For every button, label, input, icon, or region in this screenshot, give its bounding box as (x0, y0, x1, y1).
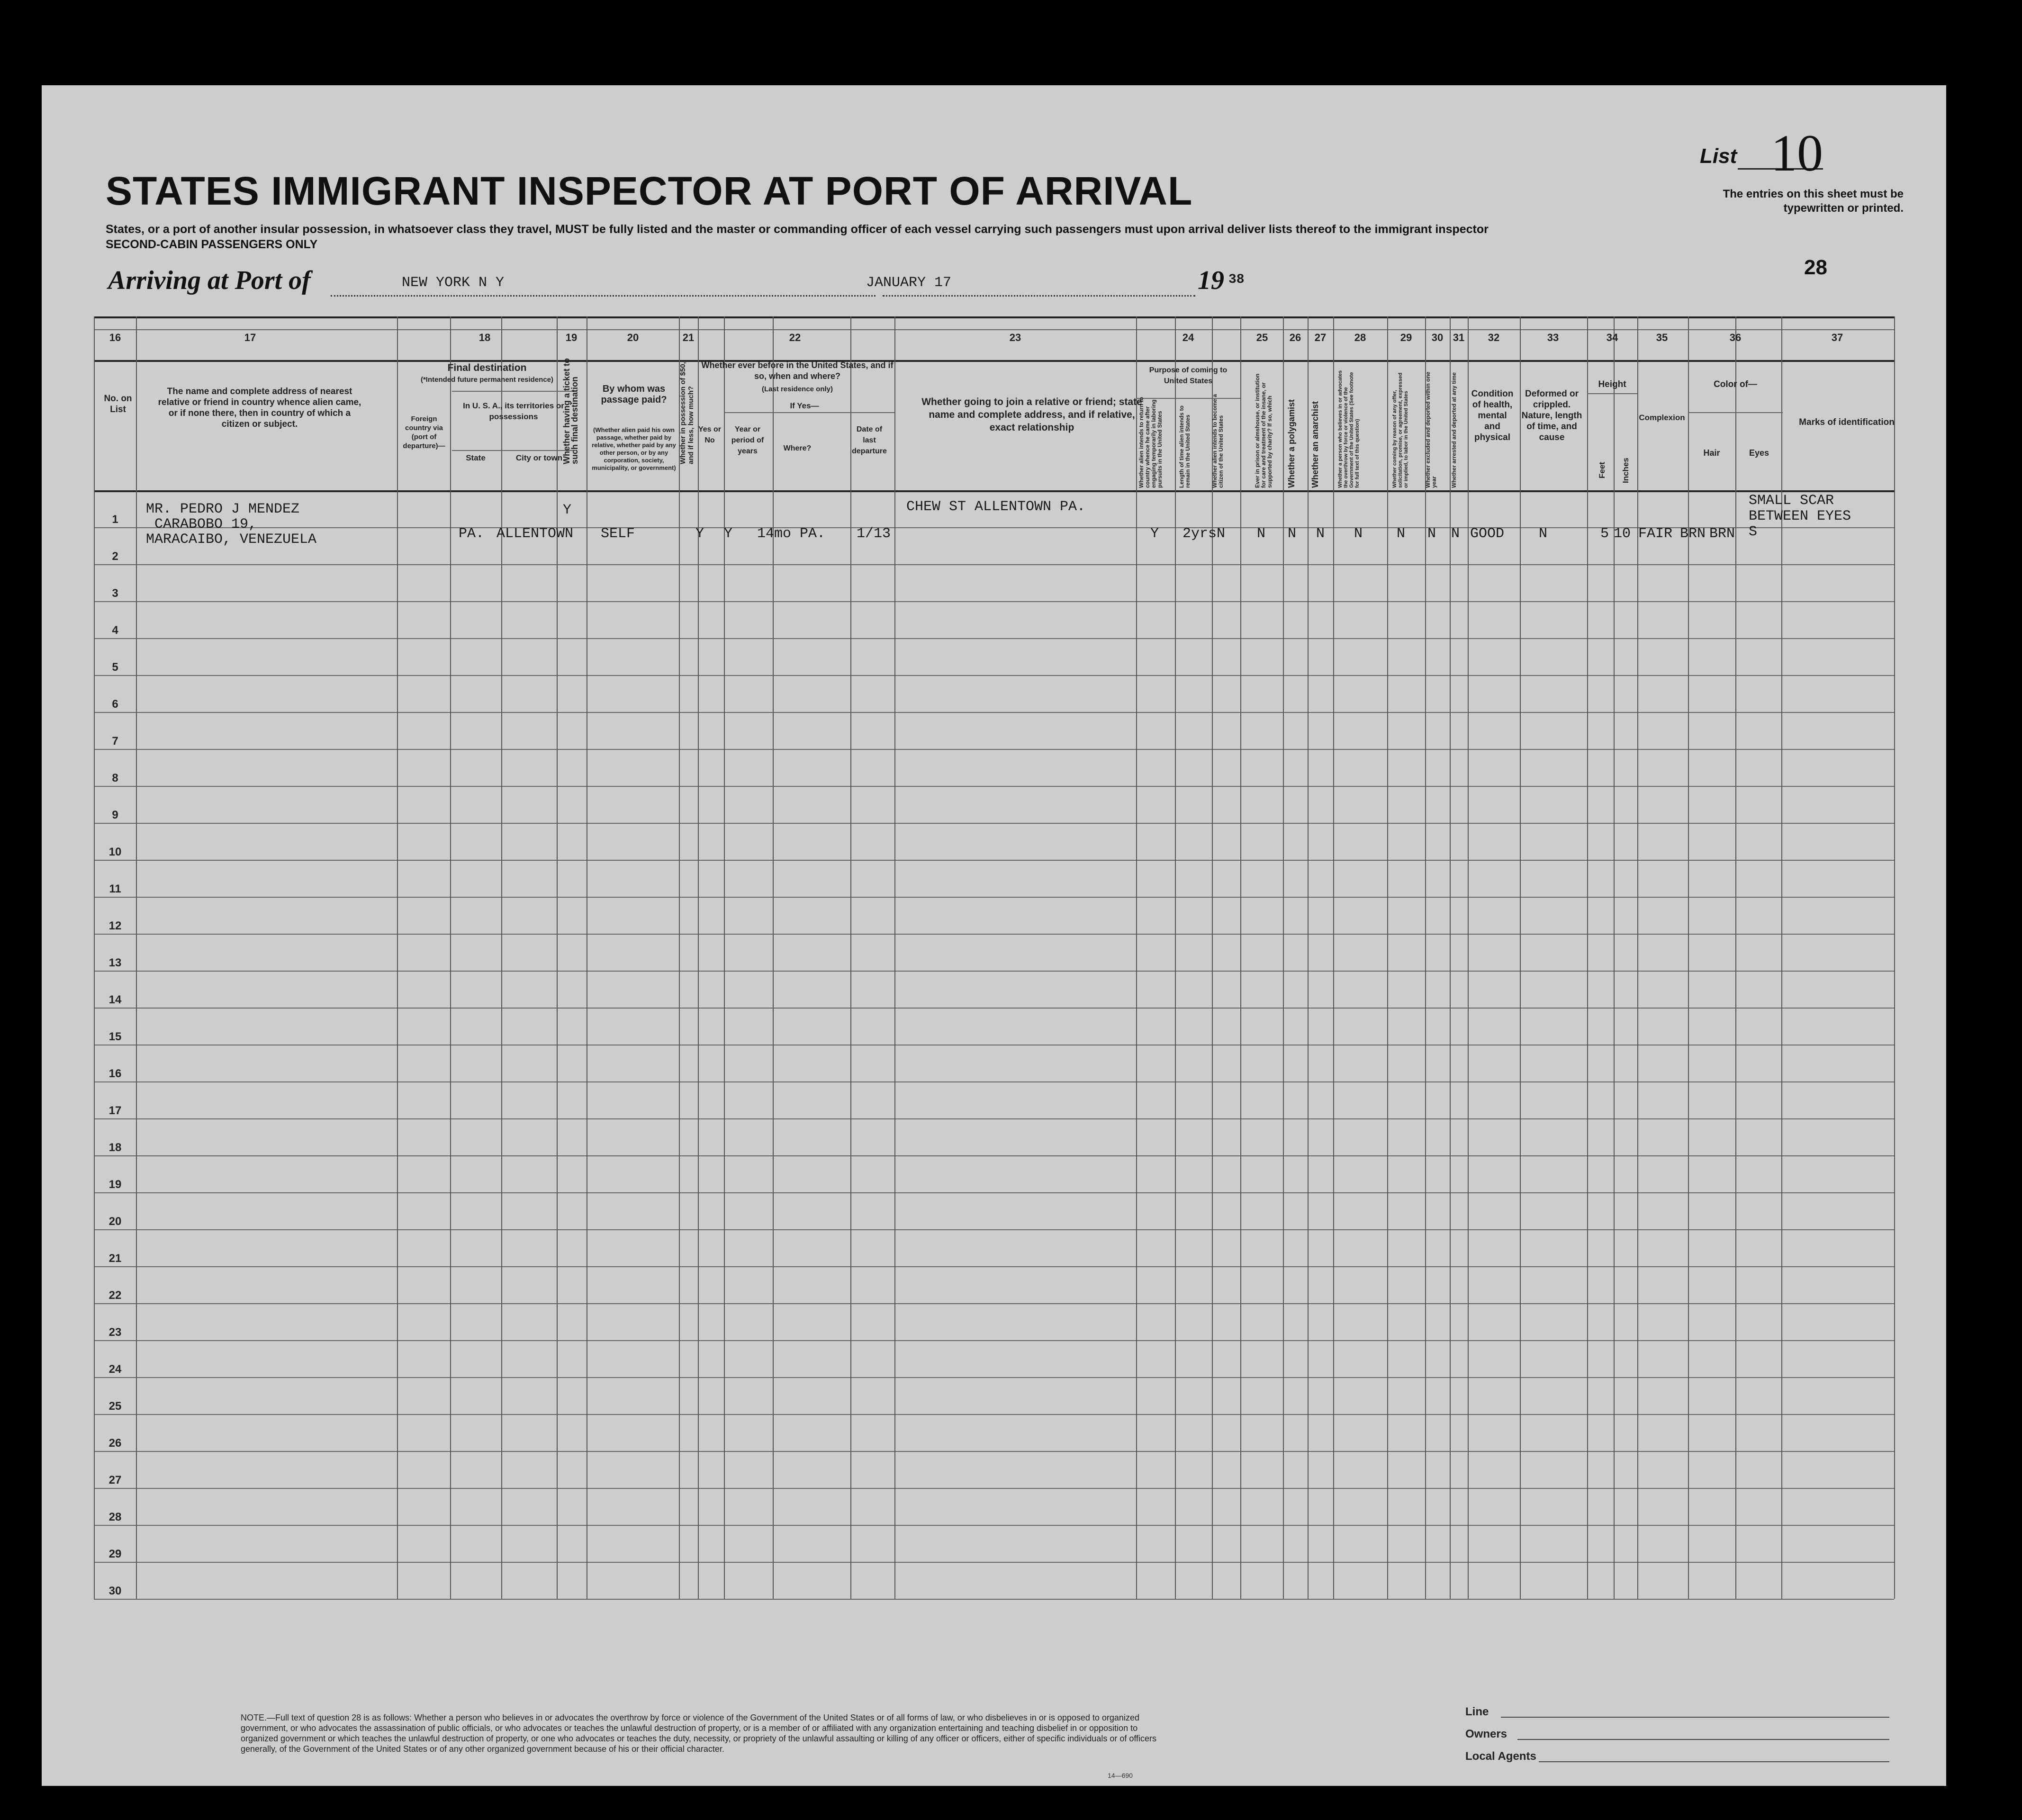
grid-rule (94, 1155, 1894, 1156)
entry-where: PA. (800, 526, 826, 542)
row-number: 8 (112, 772, 118, 784)
entry-state: PA. (459, 526, 485, 542)
header-c22-ifyes: If Yes— (790, 401, 819, 410)
grid-rule (773, 316, 774, 1599)
row-number: 14 (108, 993, 122, 1006)
entry-citizen: N (1217, 526, 1226, 542)
entry-marks-line2: BETWEEN EYES (1749, 508, 1851, 524)
manifest-sheet (42, 85, 1946, 1786)
column-number: 18 (478, 332, 491, 343)
grid-rule (452, 391, 577, 392)
column-number: 27 (1314, 332, 1327, 343)
row-number: 9 (112, 809, 118, 821)
footer-line-blank (1501, 1717, 1889, 1718)
grid-rule (94, 490, 1894, 492)
grid-rule (94, 786, 1894, 787)
year-prefix: 19 (1198, 266, 1224, 295)
grid-rule (1175, 316, 1176, 1599)
column-number: 16 (109, 332, 121, 343)
page-title: STATES IMMIGRANT INSPECTOR AT PORT OF ARRIVAL (106, 169, 1193, 213)
grid-rule (94, 971, 1894, 972)
grid-rule (94, 1303, 1894, 1304)
column-number: 33 (1547, 332, 1559, 343)
column-number: 35 (1656, 332, 1668, 343)
grid-rule (94, 1414, 1894, 1415)
grid-rule (450, 316, 451, 1599)
grid-rule (94, 1562, 1894, 1563)
row-number: 6 (112, 698, 118, 711)
header-c18-usa: In U. S. A., its territories or possessions (463, 401, 564, 421)
row-number: 12 (108, 919, 122, 932)
grid-rule (1387, 316, 1388, 1599)
column-number: 20 (627, 332, 639, 343)
grid-rule (94, 1008, 1894, 1009)
row-number: 24 (108, 1363, 122, 1376)
entry-joining: CHEW ST ALLENTOWN PA. (906, 499, 1086, 515)
column-number: 28 (1354, 332, 1366, 343)
footer-line-label: Line (1465, 1705, 1489, 1718)
entry-q29: N (1397, 526, 1406, 542)
header-c22-yesno: Yes or No (698, 425, 722, 444)
row-number: 19 (108, 1178, 122, 1191)
entry-passage: SELF (601, 526, 635, 542)
grid-rule (94, 316, 1894, 318)
header-c24-title: Purpose of coming to United States (1149, 366, 1228, 385)
column-number: 24 (1182, 332, 1194, 343)
header-c36-eyes: Eyes (1749, 448, 1769, 458)
grid-rule (94, 1488, 1894, 1489)
grid-rule (1614, 316, 1615, 1599)
header-c34-title: Height (1598, 379, 1626, 389)
header-c24-a: Whether alien intends to return to country whence he came after engaging temporarily in laboring pursuits in the United States (1138, 396, 1163, 488)
grid-rule (94, 823, 1894, 824)
row-number: 15 (108, 1030, 122, 1043)
row-number: 10 (108, 846, 122, 858)
entry-polygamist: N (1288, 526, 1297, 542)
port-underline (331, 295, 876, 297)
grid-rule (94, 1525, 1894, 1526)
grid-rule (94, 1266, 1894, 1267)
header-c34-feet: Feet (1598, 462, 1607, 478)
entry-q31: N (1451, 526, 1460, 542)
grid-rule (94, 1599, 1894, 1600)
header-c22-period: Year or period of years (731, 425, 764, 455)
header-c22-title: Whether ever before in the United States, and if so, when and where? (701, 360, 894, 381)
grid-rule (679, 316, 680, 1599)
column-number: 22 (789, 332, 801, 343)
entry-prison: N (1257, 526, 1266, 542)
grid-rule (1333, 316, 1334, 1599)
grid-rule (894, 316, 895, 1599)
row-number: 27 (108, 1474, 122, 1487)
grid-rule (1688, 316, 1689, 1599)
entry-health: GOOD (1470, 526, 1505, 542)
header-c33: Deformed or crippled. Nature, length of time, and cause (1521, 389, 1582, 442)
header-no-on-list: No. on List (104, 394, 132, 414)
grid-rule (94, 360, 1894, 362)
column-number: 32 (1488, 332, 1500, 343)
entry-ticket: Y (563, 502, 572, 518)
grid-rule (136, 316, 137, 1599)
entry-before: Y (724, 526, 733, 542)
entry-length: 2yrs (1183, 526, 1217, 542)
entries-note: The entries on this sheet must be typewritten or printed. (1723, 188, 1904, 215)
grid-rule (1587, 316, 1588, 1599)
footer-agents-label: Local Agents (1465, 1750, 1536, 1763)
footer-owners-label: Owners (1465, 1728, 1507, 1740)
date-underline (883, 295, 1195, 297)
grid-rule (1468, 316, 1469, 1599)
entry-feet: 5 (1600, 526, 1609, 542)
grid-rule (1308, 316, 1309, 1599)
column-number: 30 (1431, 332, 1444, 343)
grid-rule (698, 316, 699, 1599)
column-number: 37 (1831, 332, 1843, 343)
grid-rule (1894, 316, 1895, 1599)
header-c29: Whether coming by reason of any offer, solicitation, promise, or agreement, expressed or implied, to labor in the United States (1392, 372, 1409, 488)
arriving-label: Arriving at Port of (108, 266, 311, 295)
grid-rule (94, 1192, 1894, 1193)
entry-money: Y (695, 526, 704, 542)
header-c28: Whether a person who believes in or advocates the overthrow by force or violence of the Government of the United States (See footnote for full text of this question) (1337, 370, 1360, 488)
grid-rule (1212, 316, 1213, 1599)
row-number: 29 (108, 1548, 122, 1560)
header-c18-note: (*Intended future permanent residence) (420, 376, 554, 384)
row-number: 17 (108, 1104, 122, 1117)
row-number: 21 (108, 1252, 122, 1265)
header-c21: Whether in possession of $50, and if less, how much? (679, 362, 695, 464)
grid-rule (850, 316, 851, 1599)
grid-rule (1735, 316, 1736, 1599)
header-c20-title: By whom was passage paid? (601, 384, 667, 405)
header-c24-c: Whether alien intends to become a citizen of the United States (1211, 394, 1224, 488)
column-number: 31 (1453, 332, 1465, 343)
grid-rule (557, 316, 558, 1599)
grid-rule (1283, 316, 1284, 1599)
row-number: 22 (108, 1289, 122, 1302)
grid-rule (724, 316, 725, 1599)
column-number: 17 (244, 332, 256, 343)
row-number: 5 (112, 661, 118, 674)
grid-rule (1450, 316, 1451, 1599)
entry-departure: 1/13 (857, 526, 891, 542)
header-c22-date: Date of last departure (852, 425, 887, 455)
list-number: 10 (1771, 124, 1823, 182)
grid-rule (94, 934, 1894, 935)
header-c18-state: State (466, 453, 486, 462)
header-c22-where: Where? (783, 444, 812, 452)
header-c31: Whether arrested and deported at any time (1451, 372, 1457, 488)
grid-rule (94, 1081, 1894, 1082)
header-c35: Complexion (1639, 413, 1685, 422)
entry-name-line2: CARABOBO 19, (154, 516, 257, 532)
grid-rule (94, 749, 1894, 750)
row-number: 23 (108, 1326, 122, 1339)
grid-rule (1637, 316, 1638, 1599)
header-c18-city: City or town (515, 453, 563, 462)
header-c19: Whether having a ticket to such final destination (562, 358, 579, 464)
row-number: 26 (108, 1437, 122, 1450)
footer-owners-blank (1517, 1739, 1889, 1740)
entry-return: Y (1150, 526, 1159, 542)
grid-rule (94, 1451, 1894, 1452)
grid-rule (94, 1340, 1894, 1341)
column-number: 23 (1009, 332, 1021, 343)
grid-rule (501, 316, 502, 1599)
footer-agents-blank (1539, 1761, 1889, 1762)
grid-rule (94, 601, 1894, 602)
entry-name-line1: MR. PEDRO J MENDEZ (146, 501, 300, 517)
grid-rule (1587, 393, 1637, 394)
grid-rule (1520, 316, 1521, 1599)
grid-rule (94, 860, 1894, 861)
column-number: 26 (1289, 332, 1301, 343)
header-c27: Whether an anarchist (1310, 401, 1320, 488)
grid-rule (94, 564, 1894, 565)
grid-rule (724, 412, 894, 413)
header-c26: Whether a polygamist (1287, 399, 1296, 488)
column-number: 34 (1606, 332, 1618, 343)
entry-period: 14mo (757, 526, 792, 542)
grid-rule (452, 450, 577, 451)
grid-rule (94, 1377, 1894, 1378)
header-c20-note: (Whether alien paid his own passage, whether paid by relative, whether paid by any other person, or by any corporation, society, municipality, or government) (592, 426, 676, 471)
year-suffix: 38 (1228, 272, 1245, 287)
grid-rule (94, 638, 1894, 639)
row-number: 16 (108, 1067, 122, 1080)
entry-city: ALLENTOWN (496, 526, 574, 542)
grid-rule (94, 1118, 1894, 1119)
grid-rule (94, 712, 1894, 713)
entry-inches: 10 (1614, 526, 1631, 542)
grid-rule (1425, 316, 1426, 1599)
entry-anarchist: N (1316, 526, 1325, 542)
row-number: 20 (108, 1215, 122, 1228)
grid-rule (94, 329, 1894, 330)
list-label: List (1700, 144, 1737, 168)
header-c37: Marks of identification (1799, 417, 1895, 427)
grid-rule (94, 316, 95, 1599)
sheet-number: 28 (1804, 256, 1827, 279)
grid-rule (1136, 316, 1137, 1599)
header-c32: Condition of health, mental and physical (1471, 389, 1514, 442)
header-c18-foreign: Foreign country via (port of departure)— (403, 415, 445, 450)
grid-rule (1240, 316, 1241, 1599)
header-c17: The name and complete address of nearest relative or friend in country whence alien came, or if none there, then in country of which a citizen or subject. (158, 387, 361, 429)
row-number: 25 (108, 1400, 122, 1413)
grid-rule (397, 316, 398, 1599)
entry-deformed: N (1539, 526, 1548, 542)
grid-rule (1688, 412, 1783, 413)
header-c24-b: Length of time alien intends to remain in the United States (1178, 405, 1191, 488)
entry-marks-line1: SMALL SCAR (1749, 493, 1834, 509)
subtitle-line-1: States, or a port of another insular possession, in whatsoever class they travel, MUST be fully listed and the master or commanding officer of each vessel carrying such passengers must upon arrival deliver lists thereof to the immigrant inspector (106, 223, 1489, 236)
row-number: 28 (108, 1511, 122, 1523)
row-number: 7 (112, 735, 118, 748)
column-number: 25 (1256, 332, 1268, 343)
date-value: JANUARY 17 (866, 275, 952, 291)
row-number: 13 (108, 956, 122, 969)
grid-rule (94, 1229, 1894, 1230)
header-c25: Ever in prison or almshouse, or institution for care and treatment of the insane, or supported by charity? If so, which (1254, 373, 1273, 488)
grid-rule (94, 675, 1894, 676)
header-c30: Whether excluded and deported within one year (1425, 371, 1437, 488)
entry-complexion: FAIR (1638, 526, 1673, 542)
header-c36-title: Color of— (1714, 379, 1757, 389)
row-number: 18 (108, 1141, 122, 1154)
row-number: 3 (112, 587, 118, 600)
entry-q28: N (1354, 526, 1363, 542)
footer-note: NOTE.—Full text of question 28 is as follows: Whether a person who believes in or advocates the overthrow by force or violence of the Government of the United States or of all forms of law, or who disbelieves in or is opposed to organized government, or who advocates the assassination of public officials, or who advocates or teaches the unlawful destruction of property, or is a member of or affiliated with any organization entertaining and teaching disbelief in or opposition to organized government or which teaches the unlawful destruction of property, or one who advocates or teaches the duty, necessity, or propriety of the unlawful assaulting or killing of any officer or officers, either of specific individuals or of officers generally, of the Government of the United States or of any other organized government because of his or their official character. (241, 1713, 1157, 1754)
entry-eyes: BRN (1709, 526, 1735, 542)
subtitle-line-2: SECOND-CABIN PASSENGERS ONLY (106, 238, 318, 251)
column-number: 19 (565, 332, 578, 343)
row-number: 1 (112, 513, 118, 526)
column-number: 21 (682, 332, 695, 343)
grid-rule (94, 897, 1894, 898)
entry-hair: BRN (1680, 526, 1706, 542)
entry-q30: N (1427, 526, 1436, 542)
header-c23: Whether going to join a relative or friend; state name and complete address, and if relative, exact relationship (921, 396, 1142, 433)
header-c22-note: (Last residence only) (761, 385, 833, 393)
header-c36-hair: Hair (1703, 448, 1720, 458)
row-number: 30 (108, 1585, 122, 1597)
row-number: 2 (112, 550, 118, 563)
column-number: 29 (1400, 332, 1412, 343)
entry-marks-line3: S (1749, 524, 1758, 540)
row-number: 4 (112, 624, 118, 637)
entry-name-line3: MARACAIBO, VENEZUELA (146, 532, 317, 548)
column-number: 36 (1729, 332, 1742, 343)
header-c18-title: Final destination (447, 362, 527, 373)
header-c34-inches: Inches (1621, 458, 1630, 483)
port-value: NEW YORK N Y (402, 275, 505, 291)
row-number: 11 (109, 883, 121, 895)
form-number: 14—690 (1108, 1772, 1133, 1779)
